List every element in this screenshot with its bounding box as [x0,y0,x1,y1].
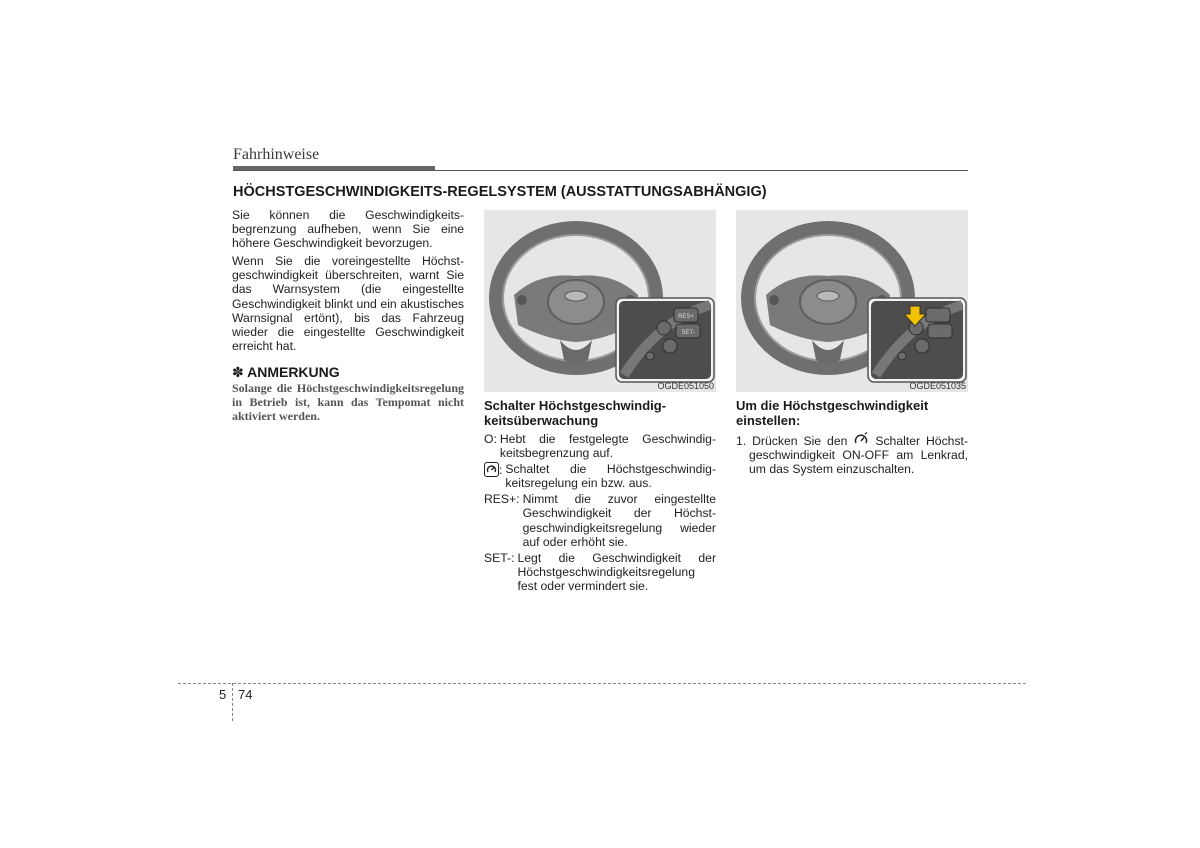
intro-paragraph-2: Wenn Sie die voreingestellte Höchstgeschwindigkeit überschreiten, warnt Sie das Warnsystem (die eingestellte Geschwindigkeit blinkt und ein akustisches Warnsignal ertönt), bis das Fahrzeug wieder die eingestellte Geschwindigkeit erreicht hat. [232,254,464,353]
definition-item [484,432,716,460]
column-setting-instructions [736,398,968,476]
definition-term-colon: : [499,463,503,478]
steering-wheel-illustration-1 [484,210,716,392]
steering-wheel-figure-2 [736,210,968,392]
page-number: 74 [238,687,253,702]
definition-item [484,462,716,490]
res-button-label: RES+ [678,314,694,320]
switch-heading-text: Schalter Höchstgeschwindigkeitsüberwachung [484,398,667,428]
column-intro [232,208,464,427]
definition-desc: Schaltet die Höchstgeschwindigkeitsregelung ein bzw. aus. [505,462,716,491]
definition-term: SET-: [484,550,515,565]
definition-term [484,462,502,490]
speed-limiter-icon [853,432,869,448]
chapter-number: 5 [219,687,227,702]
footer-rule [178,683,1026,684]
footer-divider [232,683,233,721]
step-1 [736,432,968,476]
step-1-suffix: Schalter Höchstgeschwindigkeit ON-OFF am Lenkrad, um das System einzuschalten. [749,434,968,477]
figure-2-caption: OGDE051035 [909,381,966,391]
definition-term: RES+: [484,492,520,507]
note-body: Solange die Höchstgeschwindigkeitsregelung in Betrieb ist, kann das Tempomat nicht aktiviert werden. [232,381,464,424]
definition-desc: Legt die Geschwindigkeit der Höchstgeschwindigkeitsregelung fest oder vermindert sie. [517,550,716,593]
definition-desc: Hebt die festgelegte Geschwindigkeitsbegrenzung auf. [499,432,716,461]
page-title: HÖCHSTGESCHWINDIGKEITS-REGELSYSTEM (AUSSTATTUNGSABHÄNGIG) [233,184,767,200]
column-switch-description [484,398,716,595]
section-header-label: Fahrhinweise [233,146,320,163]
intro-paragraph-1: Sie können die Geschwindigkeitsbegrenzung aufheben, wenn Sie eine höhere Geschwindigkeit bevorzugen. [232,208,464,251]
step-1-prefix: 1. Drücken Sie den [736,434,848,448]
figure-1-caption: OGDE051050 [657,381,714,391]
header-rule-thin [233,170,968,171]
steering-wheel-illustration-2 [736,210,968,392]
definition-desc: Nimmt die zuvor eingestellte Geschwindigkeit der Höchstgeschwindigkeitsregelung wieder auf oder erhöht sie. [522,492,716,549]
definition-item [484,551,716,593]
speed-limiter-icon [484,462,499,477]
setting-heading: Um die Höchstgeschwindigkeit einstellen: [736,398,929,428]
switch-heading [484,398,716,428]
definition-item [484,492,716,548]
set-button-label: SET- [681,330,695,336]
note-title: ✽ ANMERKUNG [232,363,340,380]
definition-term: O: [484,432,497,446]
steering-wheel-figure-1 [484,210,716,392]
